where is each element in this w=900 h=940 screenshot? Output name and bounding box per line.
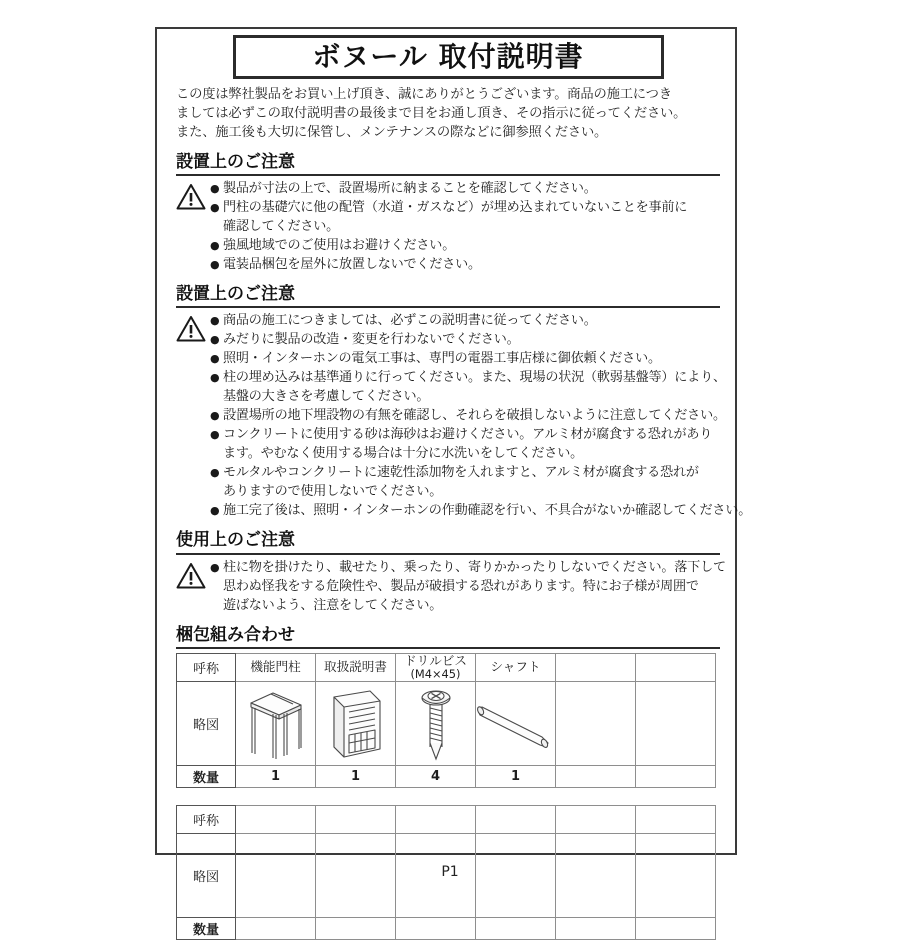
bullet-line: みだりに製品の改造・変更を行わないでください。 (223, 331, 751, 350)
row-label-quantity: 数量 (177, 766, 236, 788)
bullet-text (223, 312, 751, 331)
table-cell-name (476, 653, 556, 682)
table-cell-name (556, 806, 636, 834)
item-quantity (636, 766, 716, 788)
bullet-text (223, 350, 751, 369)
warning-block (176, 180, 720, 275)
bullet-marker: ● (210, 312, 223, 330)
intro-line: また、施工後も大切に保管し、メンテナンスの際などに御参照ください。 (176, 124, 720, 143)
list-item (210, 559, 726, 616)
table-cell-figure-empty (636, 682, 716, 766)
page-footer (0, 864, 900, 880)
bullet-text (223, 256, 720, 275)
list-item (210, 369, 751, 407)
bullet-text (223, 407, 751, 426)
list-item (210, 180, 720, 199)
section-heading: 使用上のご注意 (176, 530, 720, 551)
table-row-quantities (177, 766, 716, 788)
item-name: ドリルビス (404, 653, 467, 668)
bullet-line: ます。やむなく使用する場合は十分に水洗いをしてください。 (223, 445, 751, 464)
warning-triangle-icon (176, 559, 210, 589)
page-number: P1 (441, 864, 458, 880)
bullet-line: 思わぬ怪我をする危険性や、製品が破損する恐れがあります。特にお子様が周囲で (223, 578, 726, 597)
bullet-marker: ● (210, 256, 223, 274)
intro-line: ましては必ずこの取付説明書の最後まで目をお通し頂き、その指示に従ってください。 (176, 105, 720, 124)
bullet-line: 柱に物を掛けたり、載せたり、乗ったり、寄りかかったりしないでください。落下して (223, 559, 726, 578)
row-label-figure: 略図 (177, 682, 236, 766)
drill-screw-icon (396, 682, 476, 766)
table-cell-name (316, 653, 396, 682)
warning-block (176, 559, 720, 616)
bullet-line: 柱の埋め込みは基準通りに行ってください。また、現場の状況（軟弱基盤等）により、 (223, 369, 751, 388)
table-cell-name (636, 653, 716, 682)
bullet-line: モルタルやコンクリートに速乾性添加物を入れますと、アルミ材が腐食する恐れが (223, 464, 751, 483)
bullet-line: コンクリートに使用する砂は海砂はお避けください。アルミ材が腐食する恐れがあり (223, 426, 751, 445)
bullet-marker: ● (210, 350, 223, 368)
table-row-names (177, 653, 716, 682)
list-item (210, 237, 720, 256)
table-row-names (177, 806, 716, 834)
bullet-text (223, 559, 726, 616)
list-item (210, 502, 751, 521)
section-divider (176, 306, 720, 308)
bullet-list (210, 180, 720, 275)
row-label-name: 呼称 (177, 653, 236, 682)
bullet-text (223, 464, 751, 502)
bullet-marker: ● (210, 180, 223, 198)
item-quantity: 1 (316, 766, 396, 788)
item-quantity (636, 918, 716, 940)
table-cell-name (396, 653, 476, 682)
bullet-text (223, 426, 751, 464)
bullet-text (223, 237, 720, 256)
section-heading: 設置上のご注意 (176, 284, 720, 305)
section-packing-contents (176, 625, 720, 940)
row-label-name: 呼称 (177, 806, 236, 834)
page-content (176, 35, 720, 940)
bullet-marker: ● (210, 331, 223, 349)
item-name-sub: (M4×45) (396, 668, 475, 681)
row-label-quantity: 数量 (177, 918, 236, 940)
document-title: ボヌール 取付説明書 (312, 43, 583, 71)
row-label-figure: 略図 (177, 834, 236, 918)
page-border (155, 27, 737, 855)
table-cell-name (636, 806, 716, 834)
bullet-line: 電装品梱包を屋外に放置しないでください。 (223, 256, 720, 275)
bullet-line: 基盤の大きさを考慮してください。 (223, 388, 751, 407)
manual-booklet-icon (316, 682, 396, 766)
table-spacer (176, 788, 720, 801)
item-quantity: 1 (476, 766, 556, 788)
section-installation-cautions-2 (176, 284, 720, 521)
shaft-rod-icon (476, 682, 556, 766)
bullet-list (210, 559, 726, 616)
bullet-marker: ● (210, 237, 223, 255)
packing-table-1 (176, 653, 716, 789)
section-heading: 設置上のご注意 (176, 152, 720, 173)
bullet-text (223, 199, 720, 237)
bullet-text (223, 331, 751, 350)
item-quantity (316, 918, 396, 940)
document-title-box (233, 35, 664, 79)
item-quantity (476, 918, 556, 940)
section-usage-cautions (176, 530, 720, 615)
table-cell-name (236, 806, 316, 834)
table-cell-name (476, 806, 556, 834)
list-item (210, 256, 720, 275)
bullet-list (210, 312, 751, 521)
section-installation-cautions-1 (176, 152, 720, 275)
list-item (210, 331, 751, 350)
bullet-line: 商品の施工につきましては、必ずこの説明書に従ってください。 (223, 312, 751, 331)
bullet-marker: ● (210, 407, 223, 425)
bullet-marker: ● (210, 502, 223, 520)
warning-triangle-icon (176, 312, 210, 342)
bullet-line: 確認してください。 (223, 218, 720, 237)
table-cell-name (556, 653, 636, 682)
bullet-line: 照明・インターホンの電気工事は、専門の電器工事店様に御依頼ください。 (223, 350, 751, 369)
bullet-line: ありますので使用しないでください。 (223, 483, 751, 502)
bullet-marker: ● (210, 426, 223, 444)
item-quantity (396, 918, 476, 940)
warning-triangle-icon (176, 180, 210, 210)
list-item (210, 407, 751, 426)
table-cell-figure-empty (556, 682, 636, 766)
list-item (210, 350, 751, 369)
bullet-line: 設置場所の地下埋設物の有無を確認し、それらを破損しないように注意してください。 (223, 407, 751, 426)
item-name: シャフト (490, 659, 540, 674)
table-row-quantities (177, 918, 716, 940)
item-quantity: 4 (396, 766, 476, 788)
bullet-marker: ● (210, 559, 223, 577)
section-divider (176, 174, 720, 176)
gate-post-icon (236, 682, 316, 766)
bullet-marker: ● (210, 464, 223, 482)
item-name: 取扱説明書 (324, 659, 387, 674)
item-quantity: 1 (236, 766, 316, 788)
list-item (210, 426, 751, 464)
table-cell-name (316, 806, 396, 834)
item-quantity (556, 918, 636, 940)
section-divider (176, 647, 720, 649)
item-name: 機能門柱 (250, 659, 300, 674)
item-quantity (556, 766, 636, 788)
table-row-figures (177, 682, 716, 766)
section-heading: 梱包組み合わせ (176, 625, 720, 646)
bullet-line: 強風地域でのご使用はお避けください。 (223, 237, 720, 256)
intro-line: この度は弊社製品をお買い上げ頂き、誠にありがとうございます。商品の施工につき (176, 86, 720, 105)
bullet-line: 製品が寸法の上で、設置場所に納まることを確認してください。 (223, 180, 720, 199)
warning-block (176, 312, 720, 521)
bullet-line: 施工完了後は、照明・インターホンの作動確認を行い、不具合がないか確認してください。 (223, 502, 751, 521)
list-item (210, 464, 751, 502)
section-divider (176, 553, 720, 555)
list-item (210, 312, 751, 331)
bullet-marker: ● (210, 369, 223, 387)
table-cell-name (396, 806, 476, 834)
bullet-text (223, 180, 720, 199)
intro-paragraph (176, 86, 720, 143)
list-item (210, 199, 720, 237)
bullet-text (223, 502, 751, 521)
table-cell-name (236, 653, 316, 682)
bullet-text (223, 369, 751, 407)
bullet-line: 門柱の基礎穴に他の配管（水道・ガスなど）が埋め込まれていないことを事前に (223, 199, 720, 218)
bullet-line: 遊ばないよう、注意をしてください。 (223, 597, 726, 616)
bullet-marker: ● (210, 199, 223, 217)
item-quantity (236, 918, 316, 940)
